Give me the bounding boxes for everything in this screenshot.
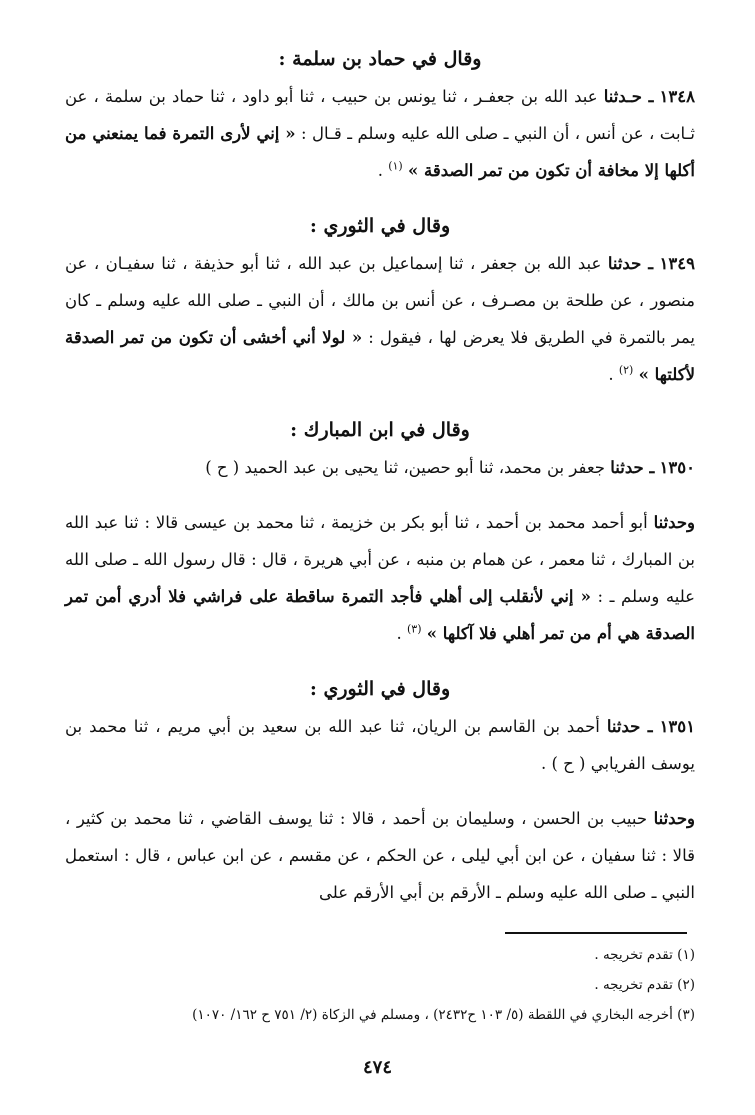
hadith-isnad: عبد الله بن جعفر ، ثنا إسماعيل بن عبد الله ، ثنا أبو حذيفة ، ثنا سفيـان ، عن منصور ، عن طلحة بن مصـرف ، عن أنس بن مالك ، أن النبي ـ صلى الله عليه وسلم ـ كان يمر بالتمرة في الطريق فلا يعرض لها ، فيقول : xyxy=(65,254,695,347)
hadith-number: ١٣٤٩ xyxy=(659,254,695,273)
hadith-isnad: أبو أحمد محمد بن أحمد ، ثنا أبو بكر بن خزيمة ، ثنا محمد بن عيسى قالا : ثنا عبد الله بن المبارك ، ثنا معمر ، عن همام بن منبه ، عن أبي هريرة ، قال : قال رسول الله ـ صلى الله عليه وسلم ـ : xyxy=(65,513,696,606)
footnotes xyxy=(65,940,695,1030)
footnote-3: (٣) أخرجه البخاري في اللقطة (٥/ ١٠٣ ح٢٤٣٢) ، ومسلم في الزكاة (٢/ ٧٥١ ح ١٦٢/ ١٠٧٠) xyxy=(192,1007,695,1023)
sentence-end: . xyxy=(396,624,407,643)
hadith-isnad: حبيب بن الحسن ، وسليمان بن أحمد ، قالا : ثنا يوسف القاضي ، ثنا محمد بن كثير ، قالا : ثنا سفيان ، عن ابن أبي ليلى ، عن الحكم ، عن مقسم ، عن ابن عباس ، قال : استعمل النبي ـ صلى الله عليه وسلم ـ الأرقم بن أبي الأرقم على xyxy=(65,809,695,902)
hadith-number: ١٣٤٨ xyxy=(659,87,695,106)
footnote-ref: (١) xyxy=(388,159,403,173)
hadith-1351-second-chain xyxy=(65,800,695,911)
hadith-1349 xyxy=(65,245,695,393)
hadith-lead: ـ حدثنا xyxy=(606,717,653,736)
footnote-separator xyxy=(505,932,687,934)
sentence-end: . xyxy=(608,365,619,384)
hadith-1351 xyxy=(65,708,695,782)
section-heading-thawri: وقال في الثوري : xyxy=(309,215,451,237)
hadith-matn: « لولا أني أخشى أن تكون من تمر الصدقة لأكلتها » xyxy=(65,328,695,384)
hadith-lead: ـ حدثنا xyxy=(607,254,654,273)
footnote-ref: (٢) xyxy=(618,363,634,377)
hadith-lead: ـ حـدثنا xyxy=(603,87,654,106)
chain-lead: وحدثنا xyxy=(653,513,695,532)
chain-lead: وحدثنا xyxy=(653,809,696,828)
section-heading-ibn-al-mubarak: وقال في ابن المبارك : xyxy=(290,419,470,441)
hadith-number: ١٣٥١ xyxy=(659,717,696,736)
hadith-matn: « إني لأنقلب إلى أهلي فأجد التمرة ساقطة على فراشي فلا أدري أمن تمر الصدقة هي أم من تمر أهلي فلا آكلها » xyxy=(65,587,695,643)
sentence-end: . xyxy=(377,161,389,180)
hadith-1350 xyxy=(65,449,695,486)
hadith-matn: « إني لأرى التمرة فما يمنعني من أكلها إلا مخافة أن تكون من تمر الصدقة » xyxy=(65,124,695,180)
footnote-ref: (٣) xyxy=(406,622,422,636)
hadith-lead: ـ حدثنا xyxy=(610,458,655,477)
page-number: ٤٧٤ xyxy=(362,1057,392,1078)
section-heading-hammad: وقال في حماد بن سلمة : xyxy=(278,48,482,70)
hadith-1348 xyxy=(65,78,695,189)
hadith-isnad: عبد الله بن جعفـر ، ثنا يونس بن حبيب ، ثنا أبو داود ، ثنا حماد بن سلمة ، عن ثـابت ، عن أنس ، أن النبي ـ صلى الله عليه وسلم ـ قـال : xyxy=(65,87,695,143)
hadith-1350-second-chain xyxy=(65,504,695,652)
footnote-2: (٢) تقدم تخريجه . xyxy=(594,977,695,993)
hadith-isnad: أحمد بن القاسم بن الريان، ثنا عبد الله بن سعيد بن أبي مريم ، ثنا محمد بن يوسف الفريابي ( ح ) . xyxy=(65,717,695,773)
footnote-1: (١) تقدم تخريجه . xyxy=(594,947,695,963)
section-heading-thawri-2: وقال في الثوري : xyxy=(309,678,451,700)
hadith-number: ١٣٥٠ xyxy=(659,458,695,477)
hadith-isnad: جعفر بن محمد، ثنا أبو حصين، ثنا يحيى بن عبد الحميد ( ح ) xyxy=(205,458,605,477)
